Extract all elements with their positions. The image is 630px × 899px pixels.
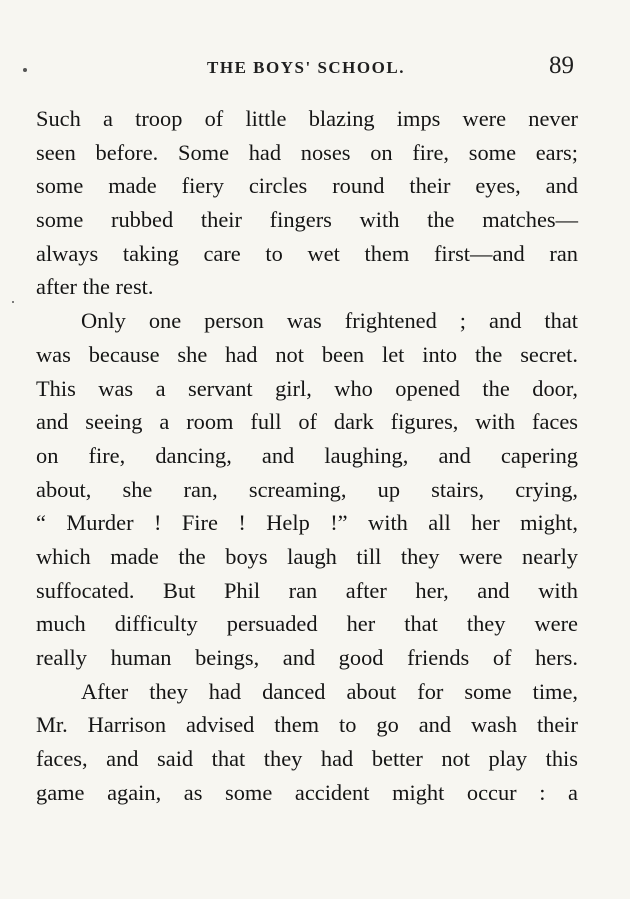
text-line: much difficulty persuaded her that they were	[36, 611, 578, 637]
text-line: some made fiery circles round their eyes, and	[36, 173, 578, 199]
text-line: really human beings, and good friends of hers.	[36, 645, 578, 670]
text-line: Only one person was frightened ; and that	[81, 308, 578, 334]
body-text	[36, 102, 578, 809]
text-line: This was a servant girl, who opened the door,	[36, 375, 578, 401]
text-line: and seeing a room full of dark figures, with faces	[36, 409, 578, 435]
text-line: seen before. Some had noses on fire, some ears;	[36, 139, 578, 165]
ink-speck	[23, 68, 27, 72]
page-number: 89	[549, 52, 574, 79]
text-line: “ Murder ! Fire ! Help !” with all her might,	[36, 510, 578, 536]
running-head: THE BOYS' SCHOOL.	[207, 58, 405, 77]
text-line: on fire, dancing, and laughing, and capering	[36, 442, 578, 468]
text-line: faces, and said that they had better not play this	[36, 746, 578, 772]
paragraph	[36, 675, 578, 810]
page-header	[36, 52, 576, 82]
text-line: Mr. Harrison advised them to go and wash their	[36, 712, 578, 738]
text-line: always taking care to wet them first—and ran	[36, 240, 578, 266]
text-line: Such a troop of little blazing imps were never	[36, 106, 578, 131]
ink-speck	[12, 301, 14, 303]
text-line: about, she ran, screaming, up stairs, crying,	[36, 476, 578, 502]
text-line: after the rest.	[36, 274, 154, 300]
text-line: suffocated. But Phil ran after her, and with	[36, 577, 578, 603]
text-line: which made the boys laugh till they were nearly	[36, 543, 578, 569]
paragraph	[36, 304, 578, 675]
paragraph	[36, 102, 578, 304]
text-line: was because she had not been let into the secret.	[36, 341, 578, 367]
text-line: game again, as some accident might occur : a	[36, 779, 578, 805]
text-line: some rubbed their fingers with the matches—	[36, 207, 578, 233]
text-line: After they had danced about for some time,	[81, 678, 578, 704]
